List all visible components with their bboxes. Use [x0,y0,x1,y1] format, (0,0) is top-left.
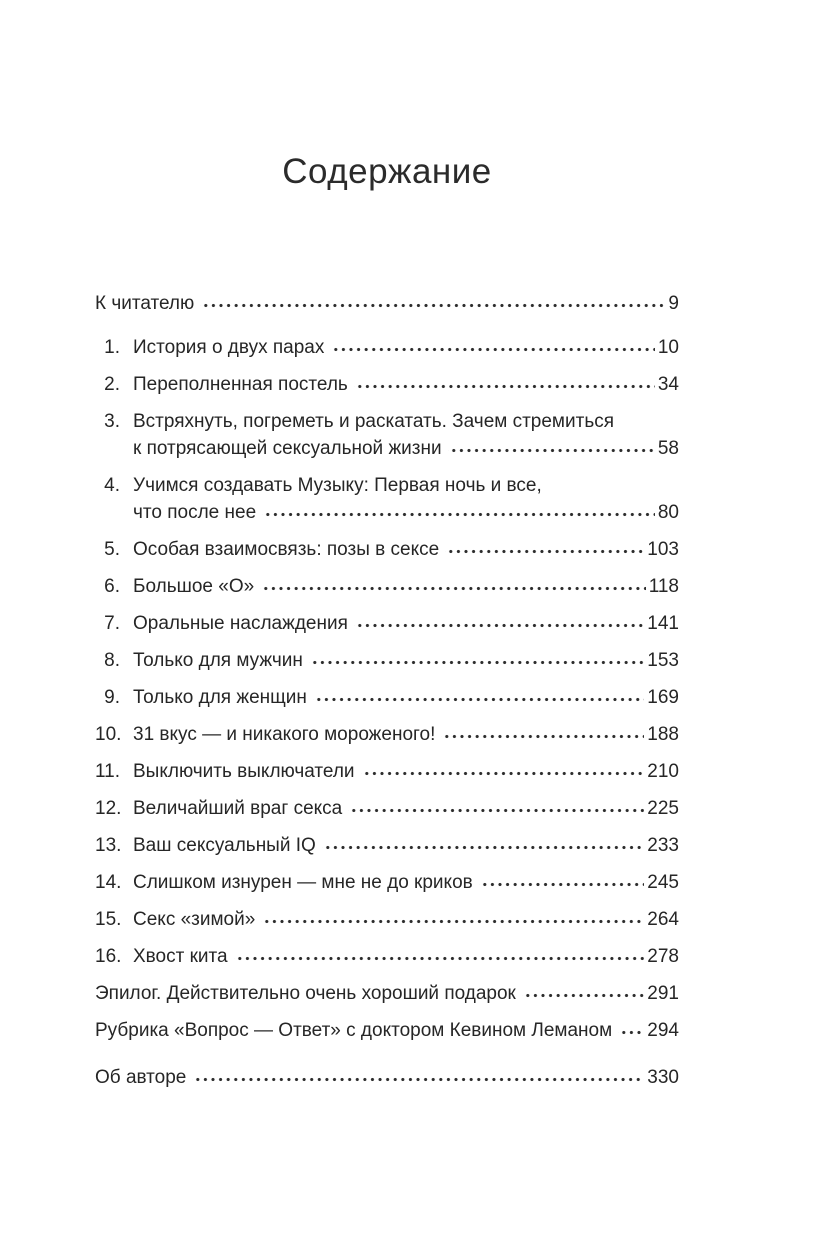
toc-entry-title: Эпилог. Действительно очень хороший подарок [95,983,516,1004]
toc-entry-line [95,499,679,526]
toc-entry [95,906,679,933]
toc-entry-number: 12. [95,798,122,819]
toc-entry [95,832,679,859]
toc-entry [95,1064,679,1091]
toc-entry-line [95,758,679,785]
toc-entry-line [95,721,679,748]
toc-entry-title: Слишком изнурен — мне не до криков [133,872,473,893]
toc-entry [95,980,679,1007]
toc-entry [95,573,679,600]
toc-entries [95,290,679,1091]
toc-entry-title: Встряхнуть, погреметь и раскатать. Зачем стремиться [133,411,615,432]
toc-entry-page: 233 [647,835,679,856]
toc-entry-number: 16. [95,946,122,967]
dot-leader [234,947,645,962]
toc-entry-title: Рубрика «Вопрос — Ответ» с доктором Кевином Леманом [95,1020,613,1041]
toc-entry-line [95,943,679,970]
toc-entry-line [95,906,679,933]
toc-entry [95,647,679,674]
toc-entry-number: 2. [104,374,120,395]
toc-entry-page: 58 [657,438,679,459]
toc-entry-page: 34 [657,374,679,395]
dot-leader [322,836,645,851]
toc-entry-line [95,795,679,822]
toc-entry-page: 294 [647,1020,679,1041]
toc-entry-title: Переполненная постель [133,374,348,395]
toc-entry-page: 141 [647,613,679,634]
toc-entry-line [95,435,679,462]
toc-entry-title: Об авторе [95,1067,187,1088]
toc-entry [95,795,679,822]
toc-entry-title: 31 вкус — и никакого мороженого! [133,724,436,745]
toc-entry-line [95,472,679,499]
toc-entry [95,472,679,526]
toc-entry-line [95,290,679,317]
dot-leader [618,1021,644,1036]
toc-entry-number: 1. [104,337,120,358]
toc-entry-line [95,684,679,711]
toc-entry [95,536,679,563]
toc-entry [95,610,679,637]
toc-entry [95,371,679,398]
toc-entry [95,290,679,317]
toc-entry-title: Секс «зимой» [133,909,256,930]
toc-entry-title: что после нее [133,502,257,523]
toc-entry-line [95,334,679,361]
toc-entry-title: Величайший враг секса [133,798,343,819]
toc-entry-page: 118 [648,576,679,597]
toc-entry-line [95,980,679,1007]
toc-entry [95,1017,679,1044]
toc-entry-page: 188 [647,724,679,745]
dot-leader [361,762,645,777]
toc-entry-line [95,536,679,563]
toc-entry-title: Оральные наслаждения [133,613,348,634]
toc-entry-number: 6. [104,576,120,597]
toc-entry [95,408,679,462]
dot-leader [441,725,644,740]
dot-leader [192,1068,644,1083]
toc-entry-line [95,610,679,637]
toc-entry-line [95,1017,679,1044]
toc-entry-line [95,408,679,435]
dot-leader [261,910,644,925]
toc-entry-title: Выключить выключатели [133,761,355,782]
toc-entry [95,721,679,748]
toc-entry-number: 14. [95,872,122,893]
toc-entry-page: 103 [647,539,679,560]
toc-entry [95,758,679,785]
dot-leader [260,577,646,592]
dot-leader [262,503,655,518]
toc-entry-line [95,573,679,600]
toc-entry-number: 13. [95,835,122,856]
toc-entry-line [95,832,679,859]
toc-entry-title: Большое «О» [133,576,255,597]
toc-entry-page: 245 [647,872,679,893]
toc-entry-number: 5. [104,539,120,560]
toc-entry-page: 291 [647,983,679,1004]
toc-entry-page: 330 [647,1067,679,1088]
toc-entry-title: Особая взаимосвязь: позы в сексе [133,539,440,560]
toc-entry-title: к потрясающей сексуальной жизни [133,438,442,459]
toc-entry-title: К читателю [95,293,195,314]
toc-entry-number: 8. [104,650,120,671]
toc-entry-page: 80 [657,502,679,523]
toc-entry [95,943,679,970]
dot-leader [354,375,655,390]
toc-entry-title: Учимся создавать Музыку: Первая ночь и все, [133,475,542,496]
toc-entry-page: 9 [668,293,679,314]
toc-entry-number: 11. [95,761,121,782]
toc-entry-line [95,647,679,674]
toc-entry-page: 264 [647,909,679,930]
toc-entry-line [95,869,679,896]
toc-entry-number: 15. [95,909,122,930]
toc-entry [95,684,679,711]
dot-leader [313,688,644,703]
toc-entry-page: 210 [647,761,679,782]
dot-leader [522,984,644,999]
toc-entry-number: 10. [95,724,122,745]
toc-entry-title: История о двух парах [133,337,325,358]
toc-entry-number: 4. [104,475,120,496]
toc-entry [95,334,679,361]
toc-entry-title: Только для женщин [133,687,307,708]
toc-entry-number: 7. [104,613,120,634]
toc-entry [95,869,679,896]
dot-leader [309,651,644,666]
dot-leader [330,338,655,353]
toc-entry-page: 225 [647,798,679,819]
toc-entry-page: 169 [647,687,679,708]
toc-entry-line [95,1064,679,1091]
toc-entry-line [95,371,679,398]
table-of-contents [95,150,679,1101]
toc-entry-page: 153 [647,650,679,671]
dot-leader [348,799,644,814]
toc-entry-number: 9. [104,687,120,708]
dot-leader [448,439,655,454]
page-title: Содержание [282,152,492,191]
dot-leader [354,614,644,629]
toc-entry-page: 278 [647,946,679,967]
toc-entry-title: Ваш сексуальный IQ [133,835,316,856]
toc-entry-title: Хвост кита [133,946,228,967]
toc-entry-page: 10 [657,337,679,358]
dot-leader [479,873,645,888]
dot-leader [445,540,644,555]
toc-entry-number: 3. [104,411,120,432]
dot-leader [200,294,665,309]
toc-entry-title: Только для мужчин [133,650,303,671]
